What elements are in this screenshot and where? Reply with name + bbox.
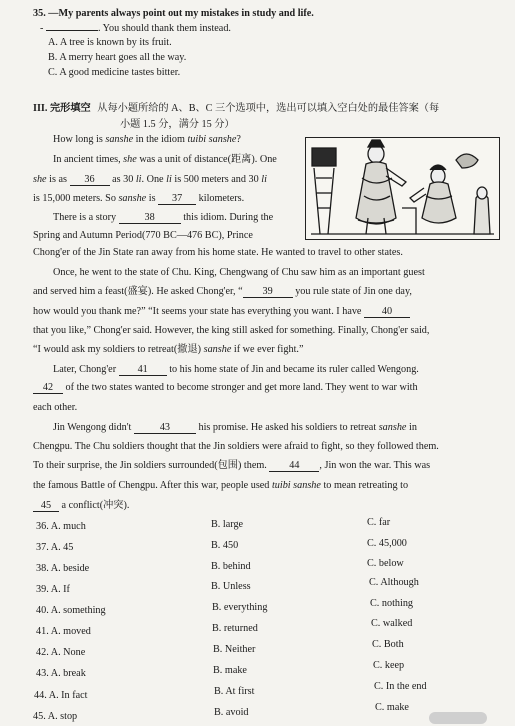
option-39-a[interactable]: 39. A. If xyxy=(36,584,70,595)
section-instruction-1: 从每小题所给的 A、B、C 三个选项中，选出可以填入空白处的最佳答案（每 xyxy=(97,103,440,114)
option-42-a[interactable]: 42. A. None xyxy=(36,647,86,658)
blank-41[interactable]: 41 xyxy=(119,364,167,376)
option-41-c[interactable]: C. walked xyxy=(371,618,413,629)
q35-option-b: B. A merry heart goes all the way. xyxy=(48,52,187,63)
passage-line-10: that you like,” Chong'er said. However, the king still asked for something. Finally, Chong'er said, xyxy=(33,325,430,336)
text-span: and served him a feast(盛宴). He asked Chong'er, “ xyxy=(33,286,243,297)
text-span: To their surprise, the Jin soldiers surrounded(包围) them. xyxy=(33,460,270,471)
blank-37[interactable]: 37 xyxy=(158,193,196,205)
option-36-a[interactable]: 36. A. much xyxy=(36,521,86,532)
passage-line-19 xyxy=(33,499,129,513)
option-39-b[interactable]: B. Unless xyxy=(211,581,251,592)
q35-reply-rest: . You should thank them instead. xyxy=(97,23,231,34)
text-span: to his home state of Jin and became its ruler called Wengong. xyxy=(166,364,419,375)
text-span: How long is xyxy=(53,134,106,145)
passage-line-4 xyxy=(53,211,273,225)
q35-reply-dash: - xyxy=(40,23,44,34)
text-span: . One xyxy=(141,174,167,185)
passage-line-13 xyxy=(33,381,418,395)
text-span: ? xyxy=(236,134,241,145)
passage-line-16: Chengpu. The Chu soldiers thought that the Jin soldiers were afraid to fight, so they followed them. xyxy=(33,441,439,452)
option-44-a[interactable]: 44. A. In fact xyxy=(34,690,88,701)
text-span: tuibi sanshe xyxy=(187,134,237,145)
q35-option-c: C. A good medicine tastes bitter. xyxy=(48,67,181,78)
blank-42[interactable]: 42 xyxy=(33,382,63,394)
text-span: sanshe xyxy=(105,134,134,145)
text-span: the famous Battle of Chengpu. After this war, people used xyxy=(33,480,272,491)
q35-stem-text: 35. —My parents always point out my mistakes in study and life. xyxy=(33,8,314,19)
text-span: There is a story xyxy=(53,212,119,223)
text-span: was a unit of distance(距离). One xyxy=(136,154,277,165)
option-39-c[interactable]: C. Although xyxy=(369,577,419,588)
option-44-c[interactable]: C. In the end xyxy=(374,681,427,692)
q35-blank xyxy=(46,30,98,31)
option-38-b[interactable]: B. behind xyxy=(211,561,251,572)
blank-40[interactable]: 40 xyxy=(364,306,410,318)
text-span: she xyxy=(33,174,47,185)
passage-line-2 xyxy=(33,173,267,187)
option-40-a[interactable]: 40. A. something xyxy=(36,605,106,616)
option-43-a[interactable]: 43. A. break xyxy=(36,668,86,679)
text-span: his promise. He asked his soldiers to retreat xyxy=(195,422,379,433)
passage-line-1 xyxy=(53,153,277,167)
text-span: kilometers. xyxy=(196,193,245,204)
passage-line-12 xyxy=(53,363,419,377)
q35-reply xyxy=(40,22,231,36)
blank-36[interactable]: 36 xyxy=(70,174,110,186)
text-span: this idiom. During the xyxy=(180,212,274,223)
illustration-drawing xyxy=(306,138,499,239)
option-44-b[interactable]: B. At first xyxy=(214,686,255,697)
passage-line-3 xyxy=(33,192,244,206)
text-span: is xyxy=(146,193,159,204)
option-43-b[interactable]: B. make xyxy=(213,665,247,676)
option-45-a[interactable]: 45. A. stop xyxy=(33,711,78,722)
passage-line-18 xyxy=(33,479,408,493)
text-span: in the idiom xyxy=(133,134,188,145)
text-span: sanshe xyxy=(118,193,147,204)
passage-line-14: each other. xyxy=(33,402,78,413)
option-41-a[interactable]: 41. A. moved xyxy=(36,626,91,637)
blank-45[interactable]: 45 xyxy=(33,500,59,512)
option-37-b[interactable]: B. 450 xyxy=(211,540,239,551)
passage-line-11 xyxy=(33,343,303,357)
text-span: is 15,000 meters. So xyxy=(33,193,119,204)
option-38-c[interactable]: C. below xyxy=(367,558,404,569)
blank-44[interactable]: 44 xyxy=(269,460,319,472)
passage-title xyxy=(53,133,241,147)
option-42-c[interactable]: C. Both xyxy=(372,639,404,650)
passage-line-17 xyxy=(33,459,430,473)
option-38-a[interactable]: 38. A. beside xyxy=(36,563,90,574)
section-title: III. 完形填空 xyxy=(33,103,91,114)
text-span: , Jin won the war. This was xyxy=(319,460,431,471)
passage-line-5: Spring and Autumn Period(770 BC—476 BC), Prince xyxy=(33,230,253,241)
watermark-mark xyxy=(429,712,487,724)
text-span: a conflict(冲突). xyxy=(59,500,130,511)
option-45-b[interactable]: B. avoid xyxy=(214,707,249,718)
text-span: if we ever fight.” xyxy=(231,344,304,355)
passage-line-15 xyxy=(53,421,417,435)
passage-line-8 xyxy=(33,285,412,299)
text-span: in xyxy=(406,422,417,433)
passage-line-6: Chong'er of the Jin State ran away from his home state. He wanted to travel to other states. xyxy=(33,247,403,258)
option-37-a[interactable]: 37. A. 45 xyxy=(36,542,74,553)
text-span: li xyxy=(261,174,267,185)
text-span: Jin Wengong didn't xyxy=(53,422,134,433)
option-40-c[interactable]: C. nothing xyxy=(370,598,414,609)
option-37-c[interactable]: C. 45,000 xyxy=(367,538,407,549)
text-span: li xyxy=(166,174,172,185)
text-span: of the two states wanted to become stronger and get more land. They went to war with xyxy=(63,382,418,393)
option-42-b[interactable]: B. Neither xyxy=(213,644,256,655)
text-span: is 500 meters and 30 xyxy=(171,174,262,185)
text-span: she xyxy=(123,154,137,165)
q35-option-a: A. A tree is known by its fruit. xyxy=(48,37,172,48)
option-41-b[interactable]: B. returned xyxy=(212,623,258,634)
option-36-c[interactable]: C. far xyxy=(367,517,391,528)
option-45-c[interactable]: C. make xyxy=(375,702,409,713)
option-43-c[interactable]: C. keep xyxy=(373,660,405,671)
option-36-b[interactable]: B. large xyxy=(211,519,244,530)
option-40-b[interactable]: B. everything xyxy=(212,602,268,613)
text-span: Later, Chong'er xyxy=(53,364,119,375)
blank-39[interactable]: 39 xyxy=(243,286,293,298)
text-span: In ancient times, xyxy=(53,154,124,165)
passage-line-7: Once, he went to the state of Chu. King, Chengwang of Chu saw him as an important guest xyxy=(53,267,425,278)
passage-line-9 xyxy=(33,305,410,319)
section-heading xyxy=(33,102,439,116)
blank-38[interactable]: 38 xyxy=(119,212,181,224)
text-span: li xyxy=(135,174,142,185)
text-span: is as xyxy=(46,174,70,185)
q35-stem xyxy=(33,7,314,21)
text-span: sanshe xyxy=(203,344,232,355)
text-span: as 30 xyxy=(109,174,136,185)
blank-43[interactable]: 43 xyxy=(134,422,196,434)
text-span: you rule state of Jin one day, xyxy=(292,286,412,297)
story-illustration xyxy=(305,137,500,240)
text-span: sanshe xyxy=(378,422,407,433)
text-span: how would you thank me?” “It seems your state has everything you want. I have xyxy=(33,306,365,317)
section-instruction-2: 小题 1.5 分，满分 15 分） xyxy=(120,119,235,130)
text-span: tuibi sanshe xyxy=(271,480,321,491)
text-span: to mean retreating to xyxy=(320,480,409,491)
text-span: “I would ask my soldiers to retreat(撤退) xyxy=(33,344,204,355)
